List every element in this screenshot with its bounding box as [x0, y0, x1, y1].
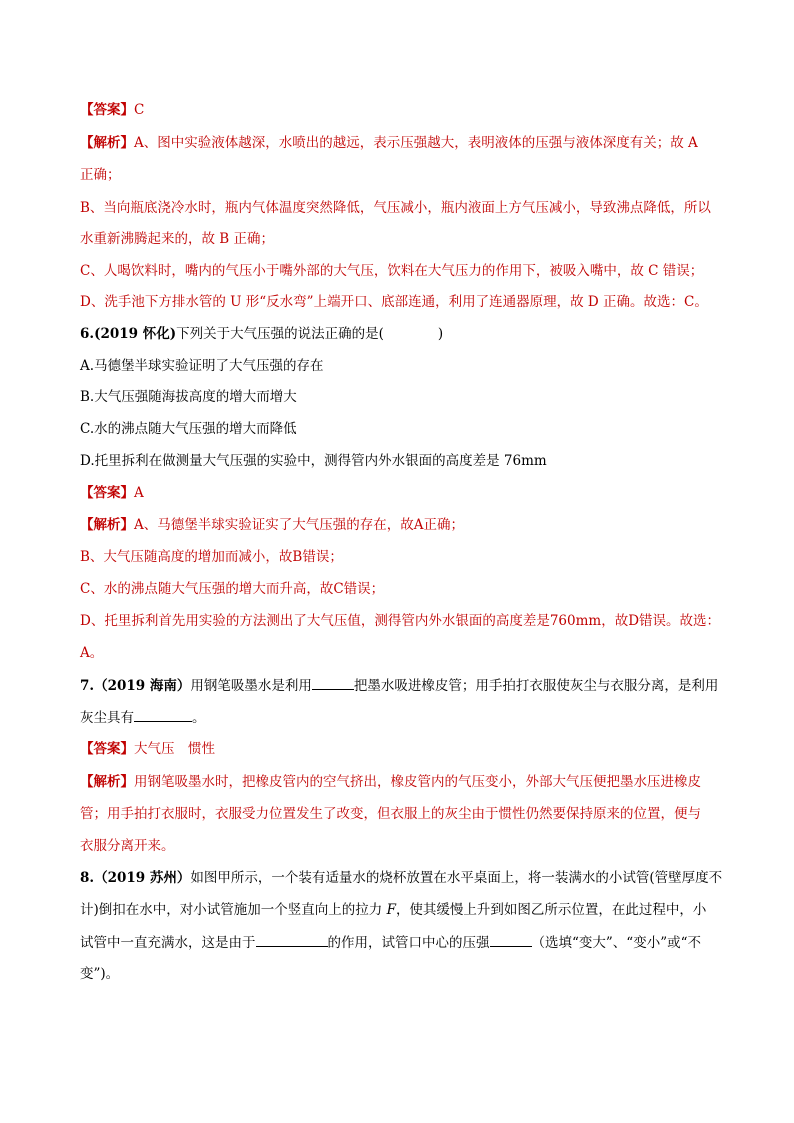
q5-analysis-line-2: B、当向瓶底浇冷水时，瓶内气体温度突然降低，气压减小，瓶内液面上方气压减小，导致沸点降低，所以 — [80, 200, 711, 216]
q7-analysis-line-1 — [80, 772, 701, 792]
question-text: ，使其缓慢上升到如图乙所示位置，在此过程中，小 — [395, 902, 707, 918]
analysis-text: A、图中实验液体越深，水喷出的越远，表示压强越大，表明液体的压强与液体深度有关；故 A — [134, 135, 698, 151]
question-text: 。 — [192, 710, 206, 726]
answer-value: 大气压 惯性 — [134, 741, 215, 757]
q7-answer-line — [80, 739, 215, 759]
q6-option-b: B.大气压强随海拔高度的增大而增大 — [80, 389, 297, 405]
analysis-text: 用钢笔吸墨水时，把橡皮管内的空气挤出，橡皮管内的气压变小，外部大气压便把墨水压进橡皮 — [134, 774, 701, 790]
q7-analysis-line-3: 衣服分离开来。 — [80, 838, 175, 854]
fill-blank — [256, 932, 328, 947]
question-source: （2019 海南） — [94, 678, 191, 694]
q6-analysis-line-4: D、托里拆利首先用实验的方法测出了大气压值，测得管内外水银面的高度差是760mm，故D错误。故选： — [80, 613, 721, 629]
analysis-text: A、马德堡半球实验证实了大气压强的存在，故A正确； — [134, 517, 464, 533]
q5-answer-line — [80, 100, 144, 120]
fill-blank — [490, 932, 532, 947]
q5-analysis-line-2b: 水重新沸腾起来的，故 B 正确； — [80, 231, 275, 247]
q6-analysis-line-1 — [80, 515, 464, 535]
q5-analysis-line-4: D、洗手池下方排水管的 U 形“反水弯”上端开口、底部连通，利用了连通器原理，故 D 正确。故选：C。 — [80, 294, 708, 310]
question-text: 灰尘具有 — [80, 710, 134, 726]
answer-label: 【答案】 — [80, 102, 134, 118]
q8-stem-line-1 — [80, 868, 722, 888]
fill-blank — [134, 707, 192, 722]
question-text: （选填“变大”、“变小”或“不 — [531, 935, 702, 951]
question-text: 下列关于大气压强的说法正确的是( ) — [176, 326, 444, 342]
q6-option-a: A.马德堡半球实验证明了大气压强的存在 — [80, 358, 324, 374]
q6-option-c: C.水的沸点随大气压强的增大而降低 — [80, 421, 297, 437]
q5-analysis-line-1b: 正确； — [80, 167, 121, 183]
question-source: (2019 怀化) — [94, 326, 177, 342]
q7-analysis-line-2: 管；用手拍打衣服时，衣服受力位置发生了改变，但衣服上的灰尘由于惯性仍然要保持原来的位置，便与 — [80, 806, 701, 822]
q6-analysis-line-4b: A。 — [80, 645, 104, 661]
answer-label: 【答案】 — [80, 741, 134, 757]
fill-blank — [312, 675, 354, 690]
q6-stem — [80, 324, 443, 344]
answer-value: A — [134, 485, 144, 501]
q6-analysis-line-2: B、大气压随高度的增加而减小，故B错误； — [80, 549, 343, 565]
question-text: 用钢笔吸墨水是利用 — [190, 678, 312, 694]
q5-analysis-line-3: C、人喝饮料时，嘴内的气压小于嘴外部的大气压，饮料在大气压力的作用下，被吸入嘴中，故 C 错误； — [80, 263, 704, 279]
analysis-label: 【解析】 — [80, 774, 134, 790]
question-text: 如图甲所示，一个装有适量水的烧杯放置在水平桌面上，将一装满水的小试管(管壁厚度不 — [190, 870, 723, 886]
analysis-label: 【解析】 — [80, 135, 134, 151]
q6-answer-line — [80, 483, 144, 503]
analysis-label: 【解析】 — [80, 517, 134, 533]
question-number: 8. — [80, 870, 95, 886]
question-number: 7. — [80, 678, 95, 694]
question-text: 试管中一直充满水，这是由于 — [80, 935, 256, 951]
force-symbol: F — [386, 902, 396, 918]
q6-option-d: D.托里拆利在做测量大气压强的实验中，测得管内外水银面的高度差是 76mm — [80, 453, 547, 469]
q7-stem-line-2 — [80, 707, 206, 728]
question-source: （2019 苏州） — [94, 870, 191, 886]
q6-analysis-line-3: C、水的沸点随大气压强的增大而升高，故C错误； — [80, 581, 385, 597]
answer-label: 【答案】 — [80, 485, 134, 501]
answer-value: C — [134, 102, 145, 118]
question-number: 6. — [80, 326, 95, 342]
q7-stem-line-1 — [80, 675, 718, 696]
q5-analysis-line-1 — [80, 133, 698, 153]
question-text: 的作用，试管口中心的压强 — [327, 935, 490, 951]
question-text: 计)倒扣在水中，对小试管施加一个竖直向上的拉力 — [80, 902, 387, 918]
q8-stem-line-3 — [80, 932, 701, 953]
q8-stem-line-4: 变”)。 — [80, 966, 120, 982]
question-text: 把墨水吸进橡皮管；用手拍打衣服使灰尘与衣服分离，是利用 — [353, 678, 719, 694]
q8-stem-line-2 — [80, 900, 706, 920]
